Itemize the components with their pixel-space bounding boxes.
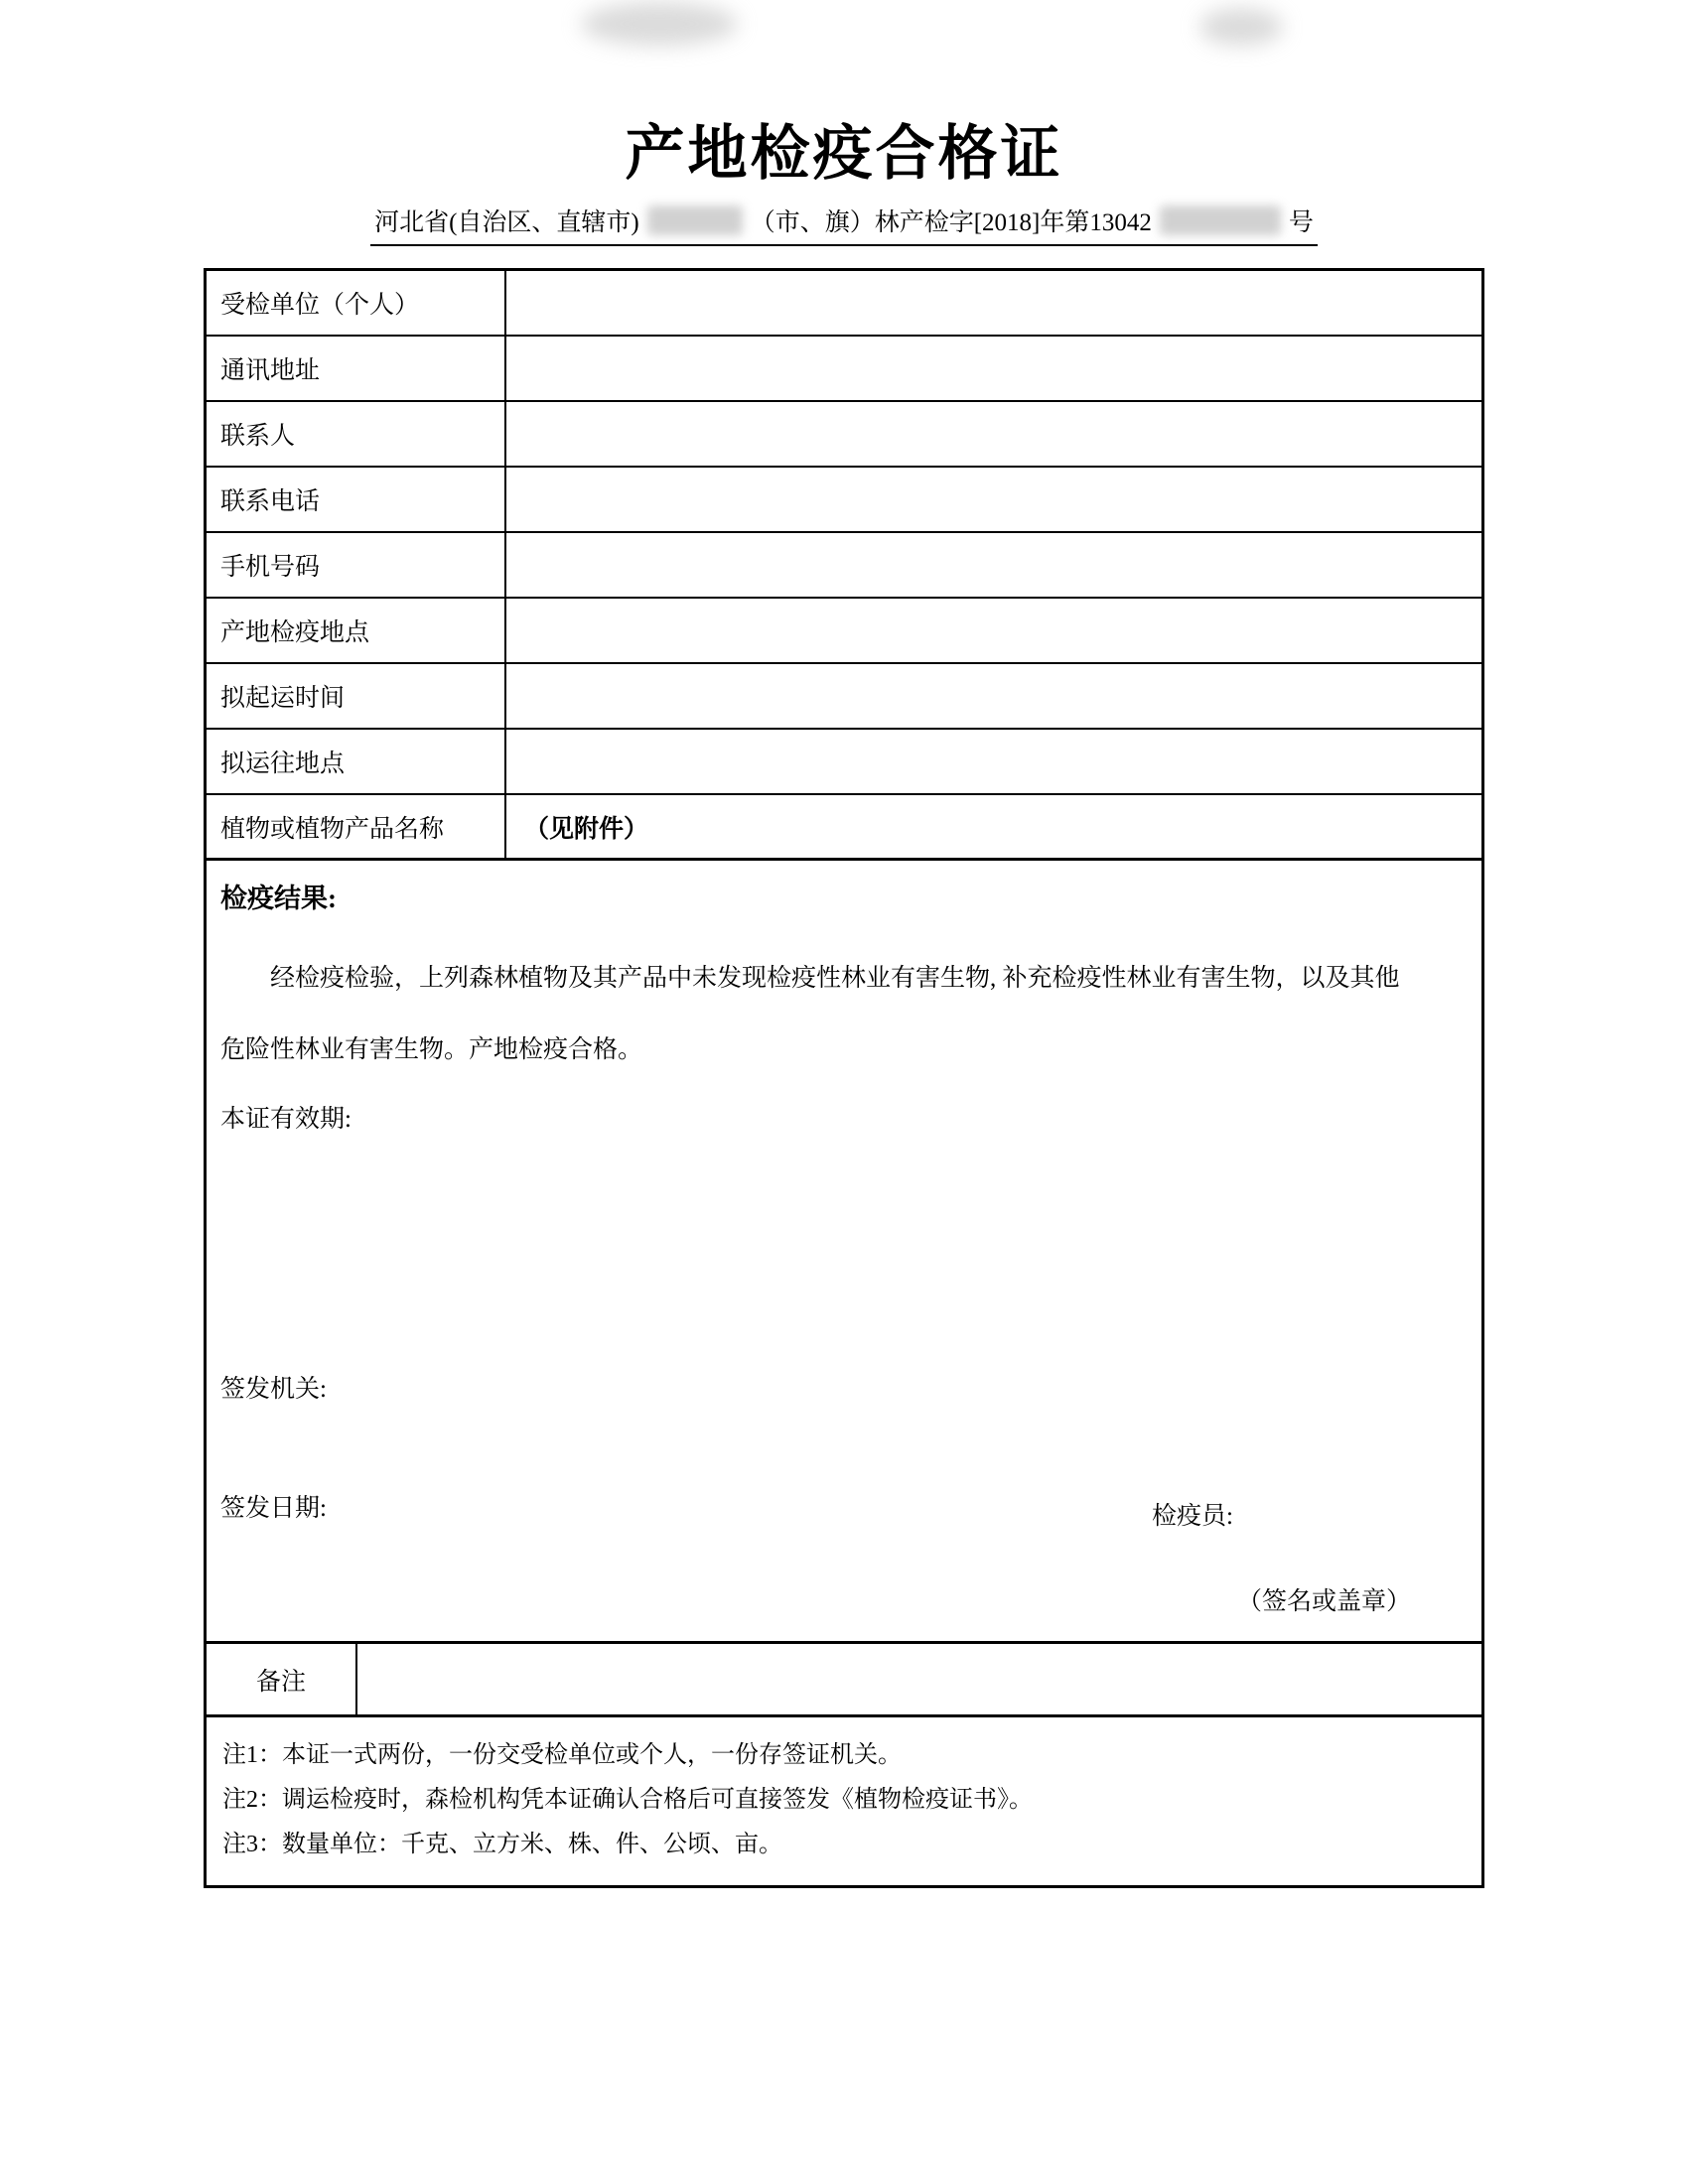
- redaction-smudge: [581, 2, 738, 46]
- table-row: [207, 730, 1481, 795]
- field-value-contact-person: [506, 402, 1481, 466]
- quarantine-result-text: 经检疫检验，上列森林植物及其产品中未发现检疫性林业有害生物, 补充检疫性林业有害生物，以及其他危险性林业有害生物。产地检疫合格。: [220, 965, 1400, 1063]
- field-value-quarantine-site: [506, 599, 1481, 662]
- certificate-number-middle: （市、旗）林产检字[2018]年第13042: [750, 209, 1152, 236]
- table-row: [207, 337, 1481, 402]
- field-label-plant-product-name: 植物或植物产品名称: [207, 795, 506, 858]
- certificate-number-suffix: 号: [1288, 209, 1314, 236]
- table-row: [207, 468, 1481, 533]
- table-row: [207, 271, 1481, 337]
- field-value-planned-shipping-time: [506, 664, 1481, 728]
- validity-period-label: 本证有效期:: [220, 1106, 352, 1133]
- signature-or-seal-hint: （签名或盖章）: [1237, 1588, 1412, 1615]
- certificate-table: [204, 268, 1484, 1888]
- field-value-destination: [506, 730, 1481, 793]
- field-label-inspected-unit: 受检单位（个人）: [207, 271, 506, 335]
- field-value-mobile-number: [506, 533, 1481, 597]
- field-label-planned-shipping-time: 拟起运时间: [207, 664, 506, 728]
- redacted-city-name: [647, 205, 743, 235]
- table-row: [207, 533, 1481, 599]
- issue-date-label: 签发日期:: [220, 1495, 327, 1522]
- field-value-plant-product-name: （见附件）: [524, 815, 649, 843]
- page-title: 产地检疫合格证: [625, 121, 1063, 187]
- field-label-contact-phone: 联系电话: [207, 468, 506, 531]
- inspector-label: 检疫员:: [1152, 1503, 1233, 1530]
- remark-label: 备注: [207, 1644, 357, 1714]
- quarantine-result-section: [207, 861, 1481, 1644]
- field-label-destination: 拟运往地点: [207, 730, 506, 793]
- certificate-number-line: [370, 203, 1318, 246]
- table-row: [207, 599, 1481, 664]
- table-row: [207, 795, 1481, 861]
- field-value-inspected-unit: [506, 271, 1481, 335]
- footnote-3: 注3：数量单位：千克、立方米、株、件、公顷、亩。: [222, 1832, 782, 1857]
- issuing-authority-label: 签发机关:: [220, 1376, 327, 1403]
- field-label-quarantine-site: 产地检疫地点: [207, 599, 506, 662]
- remark-value: [357, 1644, 1481, 1714]
- footnote-1: 注1：本证一式两份，一份交受检单位或个人，一份存签证机关。: [222, 1742, 902, 1768]
- redacted-serial-digits: [1160, 205, 1281, 235]
- field-label-mobile-number: 手机号码: [207, 533, 506, 597]
- field-label-contact-person: 联系人: [207, 402, 506, 466]
- footnote-2: 注2：调运检疫时，森检机构凭本证确认合格后可直接签发《植物检疫证书》。: [222, 1787, 1033, 1813]
- field-label-mailing-address: 通讯地址: [207, 337, 506, 400]
- field-value-mailing-address: [506, 337, 1481, 400]
- certificate-number-prefix: 河北省(自治区、直辖市): [374, 209, 639, 236]
- remark-row: [207, 1644, 1481, 1717]
- footnotes-section: [207, 1717, 1481, 1885]
- redaction-smudge: [1199, 8, 1283, 46]
- field-value-contact-phone: [506, 468, 1481, 531]
- table-row: [207, 402, 1481, 468]
- quarantine-result-heading: 检疫结果:: [220, 884, 337, 913]
- table-row: [207, 664, 1481, 730]
